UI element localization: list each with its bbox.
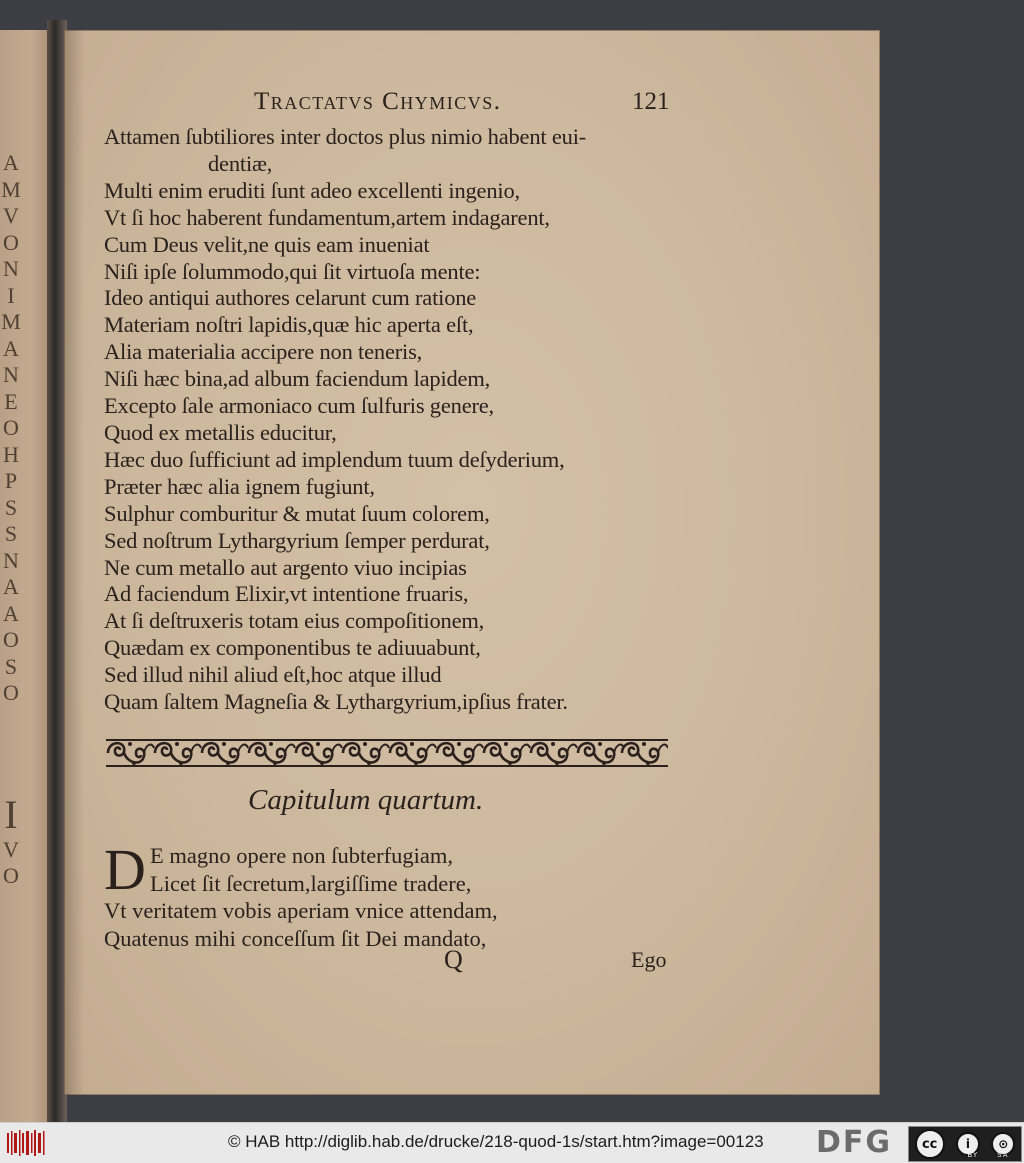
- verse-line: Multi enim eruditi ſunt adeo excellenti ingenio,: [104, 177, 520, 203]
- left-page-fragment-letter: O: [3, 627, 19, 652]
- left-page-fragment-letter: M: [1, 176, 21, 202]
- verse-line: Alia materialia accipere non teneris,: [104, 339, 423, 365]
- book-page: [64, 30, 880, 1095]
- left-page-fragment-letter: A: [3, 150, 19, 175]
- attribution-icon: i: [956, 1132, 980, 1156]
- left-page-fragment-letter: O: [3, 415, 19, 440]
- left-page-fragment-letter: O: [3, 229, 19, 255]
- signature-mark: Q: [444, 945, 463, 974]
- verse-line: At ſi deſtruxeris totam eius compoſitionem,: [104, 608, 485, 634]
- left-page-fragment-letter: I: [7, 282, 15, 308]
- left-page-fragment-letter: A: [3, 600, 19, 626]
- chapter-text: [104, 837, 704, 952]
- left-page-fragment-letter: O: [3, 863, 19, 888]
- dfg-logo: DFG: [816, 1125, 893, 1160]
- left-page-fragment-letter: A: [3, 574, 19, 599]
- running-head: Tractatvs Chymicvs.: [254, 88, 502, 115]
- chapter-title: Capitulum quartum.: [248, 784, 484, 816]
- left-page-fragment-letter: S: [4, 521, 18, 546]
- left-page-fragment-letter: V: [3, 203, 19, 228]
- drop-cap: D: [104, 837, 146, 902]
- verse-line: Cum Deus velit,ne quis eam inueniat: [104, 231, 430, 257]
- left-facing-page-edge: [0, 30, 50, 1122]
- chapter-line: E magno opere non ſubterfugiam,: [150, 843, 454, 868]
- verse-line: Niſi hæc bina,ad album faciendum lapidem,: [104, 366, 491, 392]
- verse-line: Præter hæc alia ignem fugiunt,: [104, 473, 375, 499]
- barcode-icon: [6, 1129, 46, 1157]
- cc-icon: cc: [915, 1129, 945, 1159]
- page-shadow: [64, 30, 84, 1095]
- verse-line: Quod ex metallis educitur,: [104, 419, 337, 445]
- page-number: 121: [632, 88, 670, 115]
- left-page-fragment-letter: A: [3, 335, 19, 361]
- catchword: Ego: [631, 947, 667, 972]
- left-page-fragment-letter: N: [3, 256, 19, 281]
- chapter-line: Quatenus mihi conceſſum ſit Dei mandato,: [104, 925, 487, 951]
- verse-line: Quædam ex componentibus te adiuuabunt,: [104, 635, 481, 661]
- footer-bar: [0, 1122, 1024, 1163]
- left-page-fragment-letter: S: [4, 653, 18, 679]
- verse-line: Quam ſaltem Magneſia & Lythargyrium,ipſius frater.: [104, 689, 568, 715]
- verse-line: Excepto ſale armoniaco cum ſulfuris genere,: [104, 393, 494, 419]
- verse-line: Sed illud nihil aliud eſt,hoc atque illud: [104, 662, 442, 688]
- share-alike-icon: ⊙: [991, 1132, 1015, 1156]
- left-page-fragment-letter: V: [3, 836, 19, 862]
- left-page-fragment-letter: I: [4, 791, 18, 837]
- license-label-by: BY: [967, 1151, 979, 1159]
- license-labels: [958, 1151, 1018, 1159]
- verse-line: Ne cum metallo aut argento viuo incipias: [104, 554, 467, 580]
- left-page-fragment-letter: H: [3, 441, 19, 467]
- verse-line: Materiam noſtri lapidis,quæ hic aperta eſt,: [104, 312, 474, 338]
- verse-line: Ad faciendum Elixir,vt intentione fruaris,: [104, 581, 469, 607]
- source-credit-link[interactable]: © HAB http://diglib.hab.de/drucke/218-quod-1s/start.htm?image=00123: [228, 1132, 764, 1151]
- license-label-sa: SA: [997, 1151, 1009, 1159]
- left-page-fragment-letter: M: [1, 309, 21, 334]
- verse-line: Sulphur comburitur & mutat ſuum colorem,: [104, 500, 490, 526]
- left-page-fragment-letter: S: [4, 494, 18, 520]
- chapter-line: Licet ſit ſecretum,largiſſime tradere,: [150, 870, 472, 896]
- left-page-fragment-letter: N: [3, 547, 19, 573]
- left-page-fragment-letter: O: [3, 680, 19, 705]
- left-page-fragment-letter: N: [3, 362, 19, 387]
- verse-line: Niſi ipſe ſolummodo,qui ſit virtuoſa mente:: [104, 258, 481, 284]
- decorative-ornament-band: [106, 736, 668, 770]
- left-page-fragment-letter: P: [4, 468, 18, 493]
- verse-line: Vt ſi hoc haberent fundamentum,artem indagarent,: [104, 204, 550, 230]
- verse-line: Sed noſtrum Lythargyrium ſemper perdurat,: [104, 527, 490, 553]
- left-page-fragment-letters: [0, 150, 22, 890]
- verse-line: Hæc duo ſufficiunt ad implendum tuum deſyderium,: [104, 446, 565, 472]
- chapter-line: Vt veritatem vobis aperiam vnice attendam,: [104, 898, 498, 923]
- left-page-fragment-letter: E: [4, 388, 18, 414]
- verse-line: dentiæ,: [208, 150, 273, 176]
- verse-line: Ideo antiqui authores celarunt cum ratione: [104, 285, 477, 311]
- verse-text: [104, 124, 744, 716]
- verse-line: Attamen ſubtiliores inter doctos plus nimio habent eui-: [104, 124, 587, 149]
